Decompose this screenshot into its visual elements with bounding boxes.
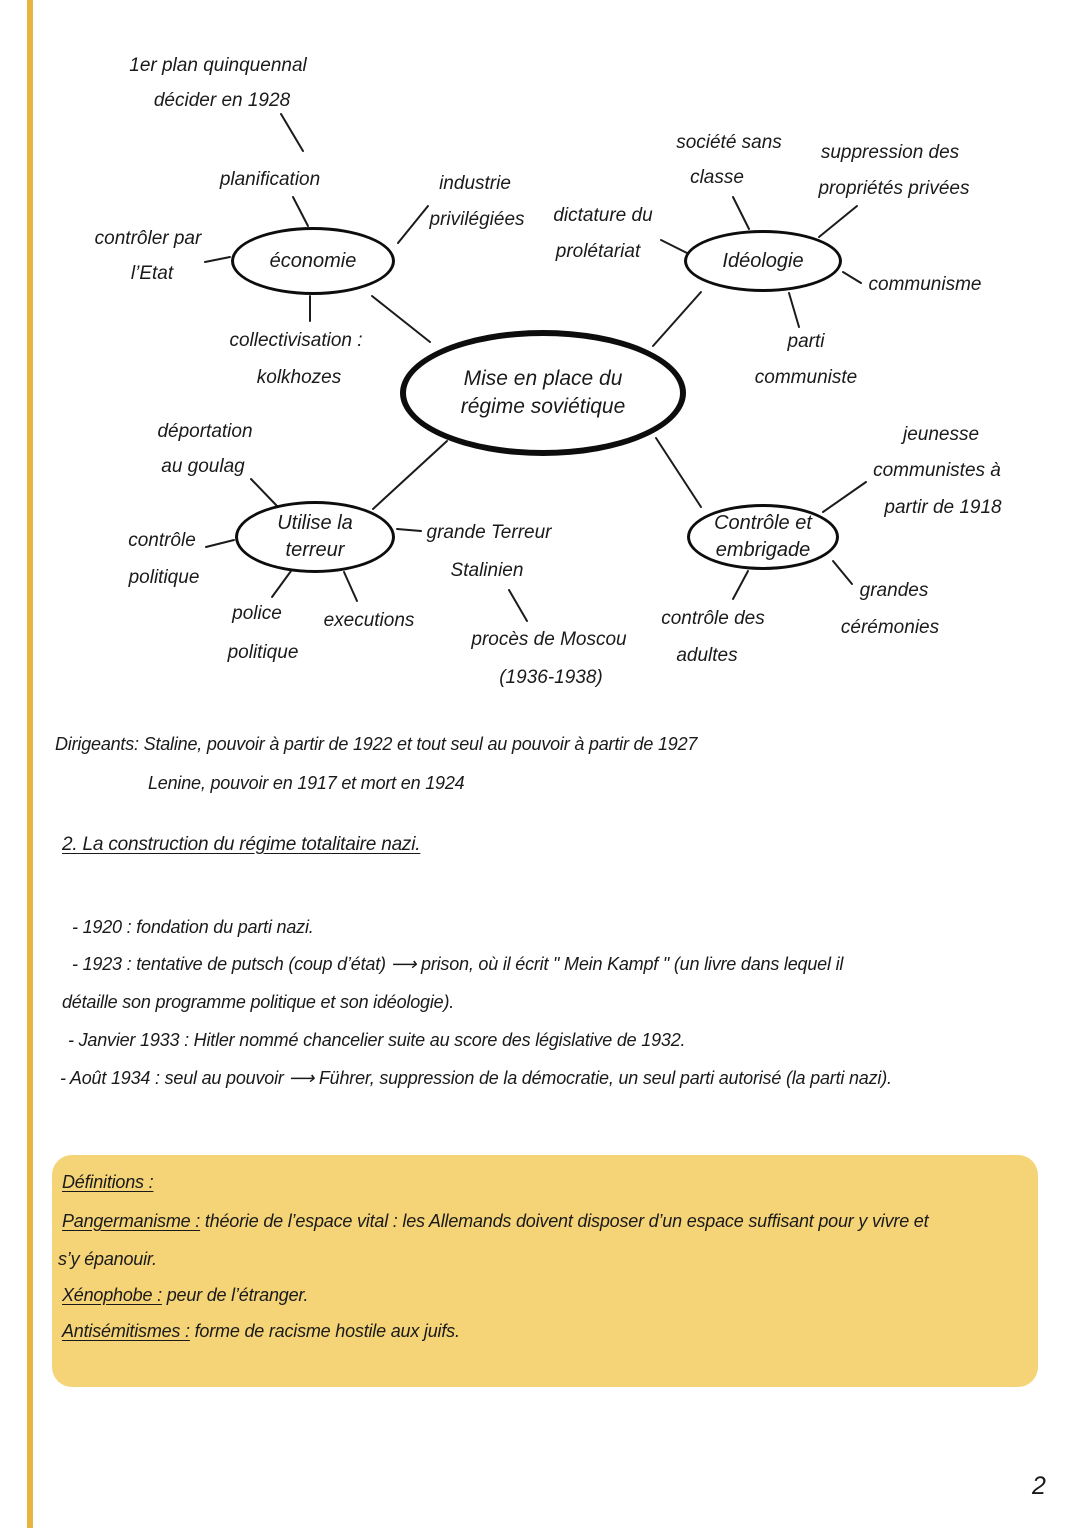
label-proces-line1: procès de Moscou [471, 629, 627, 650]
label-planification: planification [219, 169, 321, 190]
label-grande-terreur-line2: Stalinien [450, 560, 524, 581]
definition-text-antisemitismes: forme de racisme hostile aux juifs. [189, 1321, 460, 1341]
bullet-1933: - Janvier 1933 : Hitler nommé chancelier suite au score des législative de 1932. [68, 1030, 686, 1050]
label-jeunesse-line3: partir de 1918 [884, 497, 1002, 518]
definition-pangermanisme-cont: s’y épanouir. [58, 1249, 157, 1269]
node-central-line1: Mise en place du [463, 366, 623, 390]
definitions-title: Définitions : [62, 1172, 154, 1192]
label-collectivisation-line2: kolkhozes [256, 367, 342, 388]
definition-text-xenophobe: peur de l’étranger. [161, 1285, 309, 1305]
dirigeants-line2: Lenine, pouvoir en 1917 et mort en 1924 [148, 773, 465, 793]
label-controler-line2: l’Etat [130, 263, 174, 284]
node-embrigade-line1: Contrôle et [714, 512, 812, 534]
label-collectivisation-line1: collectivisation : [229, 330, 363, 351]
label-proces-line2: (1936-1938) [499, 667, 603, 688]
label-industrie-line2: privilégiées [429, 209, 525, 230]
label-parti-line1: parti [787, 331, 825, 352]
label-industrie-line1: industrie [439, 173, 511, 194]
label-controler-line1: contrôler par [94, 228, 202, 249]
label-plan-line2: décider en 1928 [153, 90, 291, 111]
label-jeunesse-line2: communistes à [873, 460, 1001, 481]
node-terreur-line2: terreur [285, 539, 345, 561]
node-embrigade-line2: embrigade [715, 539, 811, 561]
label-adultes-line2: adultes [676, 645, 738, 666]
label-controle-politique-line1: contrôle [128, 530, 196, 551]
definition-term-antisemitismes: Antisémitismes : [62, 1321, 190, 1341]
node-ideologie-label: Idéologie [722, 249, 804, 272]
node-terreur-line1: Utilise la [277, 512, 353, 534]
definition-term-pangermanisme: Pangermanisme : [62, 1211, 201, 1231]
definition-text-pangermanisme: théorie de l’espace vital : les Allemands doivent disposer d’un espace suffisant pour y vivre et [200, 1211, 929, 1231]
section-heading: 2. La construction du régime totalitaire nazi. [62, 834, 421, 855]
definition-antisemitismes [62, 1320, 460, 1343]
definition-term-xenophobe: Xénophobe : [62, 1285, 162, 1305]
label-grande-terreur-line1: grande Terreur [426, 522, 552, 543]
page-number: 2 [1032, 1472, 1046, 1500]
label-parti-line2: communiste [754, 367, 858, 388]
node-economie-label: économie [269, 249, 357, 272]
node-central [400, 330, 686, 456]
soviet-regime-mindmap [0, 0, 1080, 720]
node-ideologie [684, 230, 842, 292]
label-police-line2: politique [227, 642, 299, 663]
label-plan-line1: 1er plan quinquennal [129, 55, 307, 76]
label-suppression-line2: propriétés privées [818, 178, 970, 199]
label-jeunesse-line1: jeunesse [902, 424, 980, 445]
bullet-1923-cont: détaille son programme politique et son idéologie). [62, 992, 455, 1012]
label-societe-line2: classe [690, 167, 744, 188]
label-communisme: communisme [868, 274, 982, 295]
label-deportation-line2: au goulag [161, 456, 245, 477]
dirigeants-line1: Dirigeants: Staline, pouvoir à partir de 1922 et tout seul au pouvoir à partir de 1927 [55, 734, 698, 754]
definition-pangermanisme [62, 1210, 928, 1233]
definitions-box [52, 1155, 1038, 1387]
node-terreur [235, 501, 395, 573]
label-grandes-line1: grandes [859, 580, 929, 601]
bullet-1923: - 1923 : tentative de putsch (coup d’état) ⟶ prison, où il écrit " Mein Kampf " (un livre dans lequel il [72, 954, 844, 974]
node-embrigade [687, 504, 839, 570]
definition-xenophobe [62, 1284, 308, 1307]
label-grandes-line2: cérémonies [840, 617, 940, 638]
label-dictature-line1: dictature du [553, 205, 653, 226]
bullet-1920: - 1920 : fondation du parti nazi. [72, 917, 314, 937]
label-dictature-line2: prolétariat [555, 241, 641, 262]
label-police-line1: police [232, 603, 282, 624]
bullet-1934: - Août 1934 : seul au pouvoir ⟶ Führer, suppression de la démocratie, un seul parti autorisé (la parti nazi). [60, 1068, 892, 1088]
label-controle-politique-line2: politique [128, 567, 200, 588]
label-suppression-line1: suppression des [820, 142, 960, 163]
node-economie [231, 227, 395, 295]
node-central-line2: régime soviétique [460, 395, 626, 418]
label-adultes-line1: contrôle des [661, 608, 765, 629]
label-societe-line1: société sans [676, 132, 782, 153]
label-executions: executions [323, 610, 415, 631]
label-deportation-line1: déportation [157, 421, 253, 442]
